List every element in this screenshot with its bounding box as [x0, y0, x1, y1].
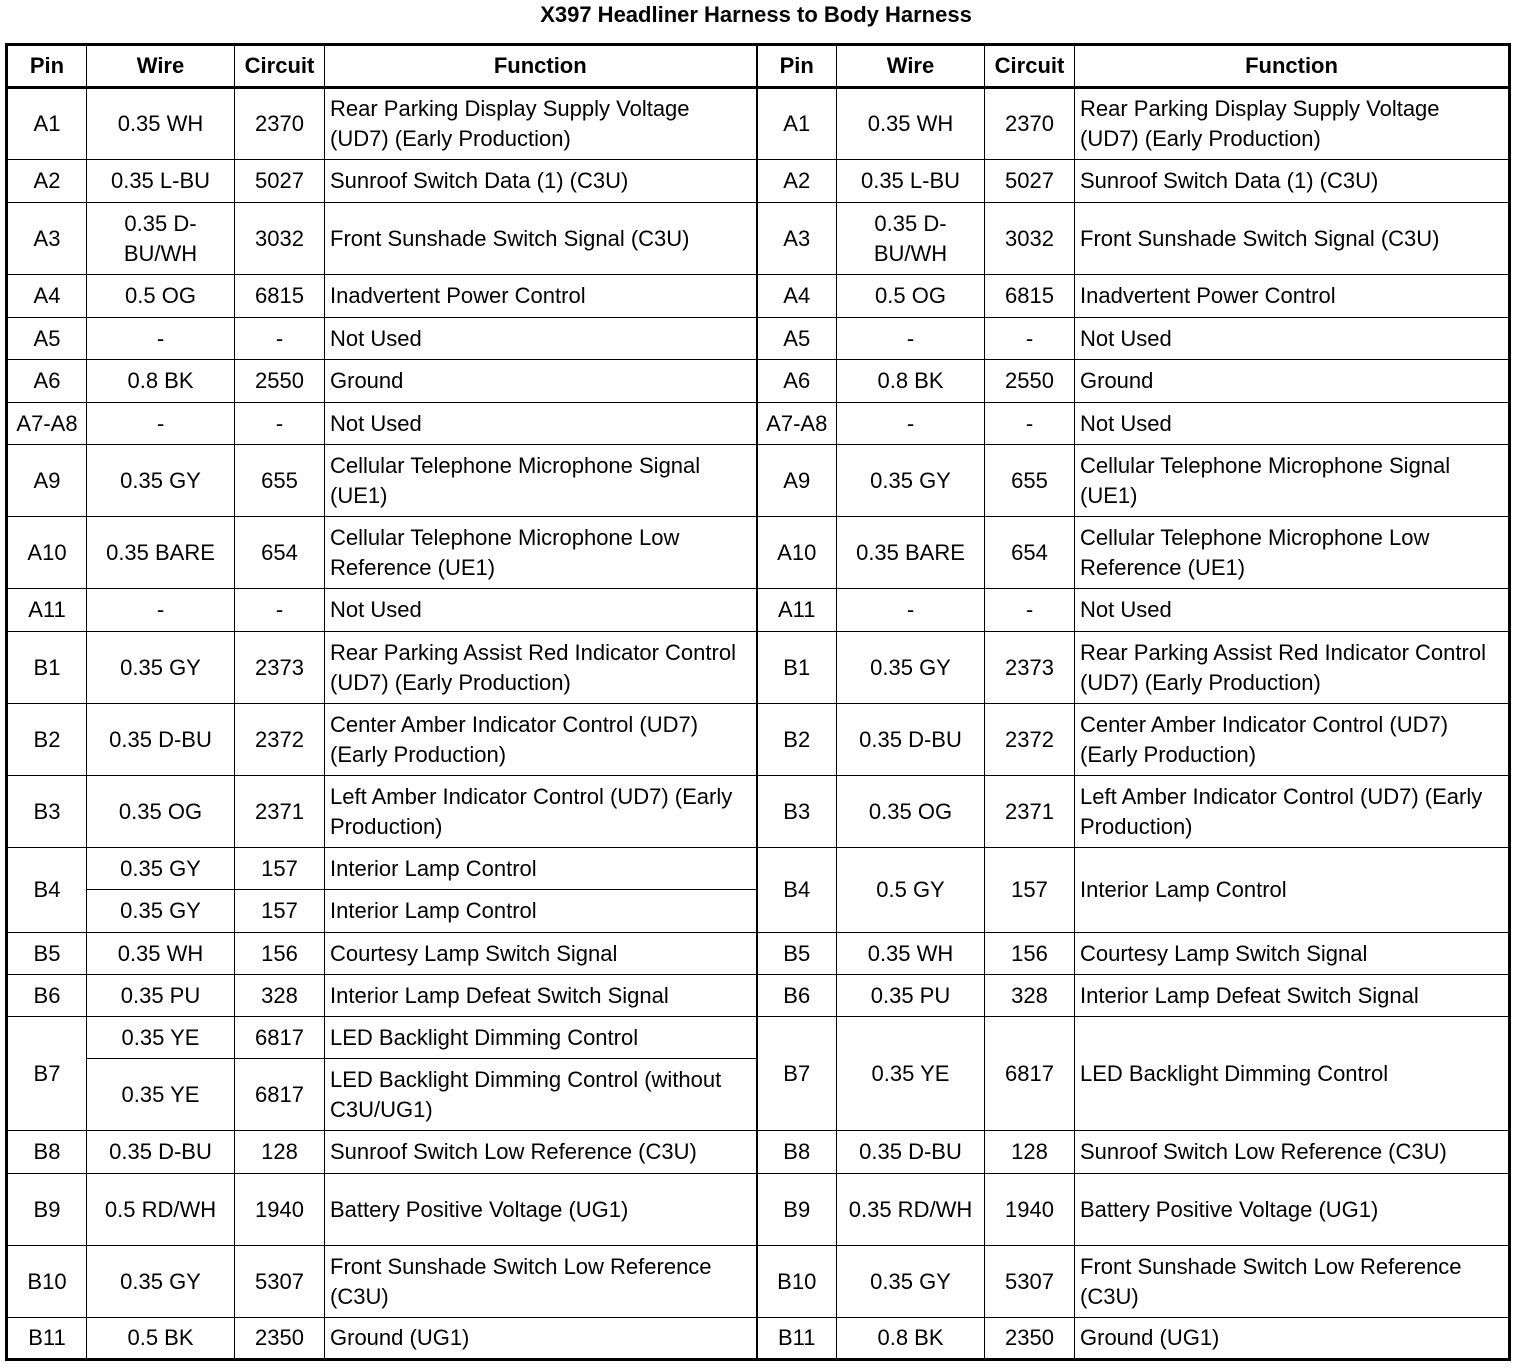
wire-cell: 0.35 GY — [87, 445, 235, 517]
table-row — [7, 160, 1510, 203]
table-title: X397 Headliner Harness to Body Harness — [540, 2, 972, 27]
header-pin: Pin — [757, 45, 837, 88]
pin-cell: B5 — [757, 933, 837, 975]
circuit-cell: 128 — [985, 1131, 1075, 1174]
pin-cell: B6 — [7, 975, 87, 1017]
circuit-cell: 328 — [235, 975, 325, 1017]
function-cell: Not Used — [325, 403, 757, 445]
pin-cell: A1 — [757, 88, 837, 160]
pin-cell: A3 — [757, 203, 837, 275]
circuit-cell: 157 — [985, 848, 1075, 933]
header-wire: Wire — [87, 45, 235, 88]
function-cell: Center Amber Indicator Control (UD7) (Early Production) — [325, 704, 757, 776]
function-cell: Left Amber Indicator Control (UD7) (Early Production) — [325, 776, 757, 848]
table-row — [7, 1131, 1510, 1174]
table-row — [7, 445, 1510, 517]
wire-cell: 0.35 D-BU/WH — [837, 203, 985, 275]
header-wire: Wire — [837, 45, 985, 88]
circuit-cell: 6815 — [235, 275, 325, 318]
function-cell: Center Amber Indicator Control (UD7) (Early Production) — [1075, 704, 1510, 776]
wire-cell: 0.35 D-BU — [87, 704, 235, 776]
circuit-cell: 5307 — [235, 1246, 325, 1318]
circuit-cell: 2371 — [235, 776, 325, 848]
function-cell: Cellular Telephone Microphone Signal (UE1) — [1075, 445, 1510, 517]
function-cell: Not Used — [325, 589, 757, 632]
function-cell: Cellular Telephone Microphone Signal (UE1) — [325, 445, 757, 517]
wire-cell: 0.35 BARE — [87, 517, 235, 589]
function-cell: Not Used — [1075, 589, 1510, 632]
function-cell: LED Backlight Dimming Control (without C3U/UG1) — [325, 1059, 757, 1131]
header-circuit: Circuit — [985, 45, 1075, 88]
table-row — [7, 1246, 1510, 1318]
pin-cell: B4 — [7, 848, 87, 933]
pin-cell: B11 — [757, 1318, 837, 1360]
pin-cell: A1 — [7, 88, 87, 160]
function-cell: Rear Parking Display Supply Voltage (UD7) (Early Production) — [325, 88, 757, 160]
pin-cell: A10 — [757, 517, 837, 589]
circuit-cell: 3032 — [985, 203, 1075, 275]
circuit-cell: 2372 — [235, 704, 325, 776]
function-cell: Interior Lamp Control — [1075, 848, 1510, 933]
wire-cell: 0.35 YE — [87, 1017, 235, 1059]
circuit-cell: - — [985, 318, 1075, 360]
pin-cell: B9 — [7, 1174, 87, 1246]
wire-cell: 0.35 OG — [837, 776, 985, 848]
function-cell: LED Backlight Dimming Control — [325, 1017, 757, 1059]
circuit-cell: 2373 — [985, 632, 1075, 704]
function-cell: Not Used — [1075, 403, 1510, 445]
wire-cell: 0.5 OG — [87, 275, 235, 318]
function-cell: Interior Lamp Control — [325, 890, 757, 933]
circuit-cell: 2550 — [985, 360, 1075, 403]
circuit-cell: 5027 — [235, 160, 325, 203]
function-cell: Courtesy Lamp Switch Signal — [1075, 933, 1510, 975]
circuit-cell: 1940 — [985, 1174, 1075, 1246]
function-cell: Cellular Telephone Microphone Low Reference (UE1) — [1075, 517, 1510, 589]
pin-cell: A5 — [757, 318, 837, 360]
circuit-cell: 2370 — [985, 88, 1075, 160]
pin-cell: B1 — [7, 632, 87, 704]
pin-cell: B8 — [7, 1131, 87, 1174]
wire-cell: 0.35 OG — [87, 776, 235, 848]
table-row — [7, 360, 1510, 403]
circuit-cell: - — [235, 403, 325, 445]
wire-cell: 0.35 L-BU — [87, 160, 235, 203]
header-function: Function — [1075, 45, 1510, 88]
circuit-cell: - — [985, 589, 1075, 632]
header-function: Function — [325, 45, 757, 88]
pin-cell: A2 — [7, 160, 87, 203]
table-row — [7, 403, 1510, 445]
function-cell: Ground (UG1) — [325, 1318, 757, 1360]
table-row — [7, 88, 1510, 160]
function-cell: Cellular Telephone Microphone Low Reference (UE1) — [325, 517, 757, 589]
function-cell: Not Used — [325, 318, 757, 360]
circuit-cell: 2371 — [985, 776, 1075, 848]
wire-cell: 0.35 PU — [837, 975, 985, 1017]
circuit-cell: 157 — [235, 848, 325, 890]
circuit-cell: 654 — [235, 517, 325, 589]
wire-cell: 0.8 BK — [837, 360, 985, 403]
pin-cell: B10 — [757, 1246, 837, 1318]
wire-cell: 0.35 GY — [837, 632, 985, 704]
table-row — [7, 933, 1510, 975]
table-row — [7, 1174, 1510, 1246]
pinout-table — [5, 43, 1511, 1361]
pin-cell: B6 — [757, 975, 837, 1017]
circuit-cell: 2370 — [235, 88, 325, 160]
wire-cell: 0.8 BK — [87, 360, 235, 403]
wire-cell: 0.8 BK — [837, 1318, 985, 1360]
table-row — [7, 848, 1510, 890]
wire-cell: 0.35 WH — [87, 88, 235, 160]
wire-cell: - — [87, 403, 235, 445]
table-row — [7, 704, 1510, 776]
table-row — [7, 203, 1510, 275]
wire-cell: 0.35 GY — [837, 445, 985, 517]
function-cell: Inadvertent Power Control — [1075, 275, 1510, 318]
pin-cell: B2 — [7, 704, 87, 776]
wire-cell: 0.35 GY — [87, 1246, 235, 1318]
circuit-cell: 3032 — [235, 203, 325, 275]
wire-cell: 0.35 D-BU — [837, 704, 985, 776]
function-cell: Courtesy Lamp Switch Signal — [325, 933, 757, 975]
circuit-cell: - — [985, 403, 1075, 445]
pin-cell: A4 — [757, 275, 837, 318]
circuit-cell: 2372 — [985, 704, 1075, 776]
pin-cell: B8 — [757, 1131, 837, 1174]
function-cell: Rear Parking Assist Red Indicator Control (UD7) (Early Production) — [1075, 632, 1510, 704]
wire-cell: 0.5 OG — [837, 275, 985, 318]
wire-cell: 0.35 BARE — [837, 517, 985, 589]
wire-cell: 0.5 BK — [87, 1318, 235, 1360]
pin-cell: A7-A8 — [7, 403, 87, 445]
pin-cell: A5 — [7, 318, 87, 360]
function-cell: Front Sunshade Switch Signal (C3U) — [1075, 203, 1510, 275]
function-cell: Left Amber Indicator Control (UD7) (Early Production) — [1075, 776, 1510, 848]
circuit-cell: 5307 — [985, 1246, 1075, 1318]
function-cell: Interior Lamp Defeat Switch Signal — [1075, 975, 1510, 1017]
circuit-cell: 6815 — [985, 275, 1075, 318]
wire-cell: 0.35 WH — [837, 933, 985, 975]
table-row — [7, 1017, 1510, 1059]
function-cell: Rear Parking Assist Red Indicator Control (UD7) (Early Production) — [325, 632, 757, 704]
pin-cell: A4 — [7, 275, 87, 318]
circuit-cell: 157 — [235, 890, 325, 933]
circuit-cell: 156 — [235, 933, 325, 975]
pin-cell: A2 — [757, 160, 837, 203]
circuit-cell: 654 — [985, 517, 1075, 589]
table-row — [7, 318, 1510, 360]
function-cell: LED Backlight Dimming Control — [1075, 1017, 1510, 1131]
wire-cell: - — [87, 589, 235, 632]
wire-cell: 0.35 GY — [87, 890, 235, 933]
pin-cell: A10 — [7, 517, 87, 589]
function-cell: Not Used — [1075, 318, 1510, 360]
wire-cell: 0.35 D-BU — [837, 1131, 985, 1174]
wire-cell: 0.5 RD/WH — [87, 1174, 235, 1246]
pin-cell: A9 — [7, 445, 87, 517]
circuit-cell: 2550 — [235, 360, 325, 403]
pin-cell: A3 — [7, 203, 87, 275]
pin-cell: A7-A8 — [757, 403, 837, 445]
header-circuit: Circuit — [235, 45, 325, 88]
function-cell: Sunroof Switch Low Reference (C3U) — [1075, 1131, 1510, 1174]
wire-cell: 0.35 L-BU — [837, 160, 985, 203]
wire-cell: - — [87, 318, 235, 360]
circuit-cell: 655 — [985, 445, 1075, 517]
pin-cell: B10 — [7, 1246, 87, 1318]
wire-cell: 0.35 D-BU — [87, 1131, 235, 1174]
function-cell: Sunroof Switch Low Reference (C3U) — [325, 1131, 757, 1174]
wire-cell: - — [837, 403, 985, 445]
function-cell: Ground (UG1) — [1075, 1318, 1510, 1360]
wire-cell: 0.35 PU — [87, 975, 235, 1017]
pin-cell: B3 — [7, 776, 87, 848]
function-cell: Rear Parking Display Supply Voltage (UD7) (Early Production) — [1075, 88, 1510, 160]
function-cell: Front Sunshade Switch Low Reference (C3U) — [325, 1246, 757, 1318]
function-cell: Battery Positive Voltage (UG1) — [1075, 1174, 1510, 1246]
circuit-cell: 1940 — [235, 1174, 325, 1246]
circuit-cell: 156 — [985, 933, 1075, 975]
wire-cell: 0.35 WH — [837, 88, 985, 160]
circuit-cell: 2373 — [235, 632, 325, 704]
pin-cell: A9 — [757, 445, 837, 517]
function-cell: Interior Lamp Defeat Switch Signal — [325, 975, 757, 1017]
pin-cell: B5 — [7, 933, 87, 975]
circuit-cell: - — [235, 589, 325, 632]
function-cell: Interior Lamp Control — [325, 848, 757, 890]
table-row — [7, 1318, 1510, 1360]
pin-cell: B3 — [757, 776, 837, 848]
pin-cell: B7 — [757, 1017, 837, 1131]
table-row — [7, 632, 1510, 704]
table-body — [7, 88, 1510, 1360]
table-row — [7, 275, 1510, 318]
pin-cell: B4 — [757, 848, 837, 933]
circuit-cell: 2350 — [985, 1318, 1075, 1360]
circuit-cell: 2350 — [235, 1318, 325, 1360]
function-cell: Ground — [1075, 360, 1510, 403]
table-row — [7, 975, 1510, 1017]
pin-cell: A6 — [757, 360, 837, 403]
circuit-cell: 6817 — [235, 1059, 325, 1131]
pin-cell: B2 — [757, 704, 837, 776]
wire-cell: 0.35 RD/WH — [837, 1174, 985, 1246]
header-row — [7, 45, 1510, 88]
table-row — [7, 517, 1510, 589]
wire-cell: 0.35 YE — [87, 1059, 235, 1131]
wire-cell: 0.5 GY — [837, 848, 985, 933]
wire-cell: 0.35 GY — [837, 1246, 985, 1318]
wire-cell: 0.35 GY — [87, 848, 235, 890]
circuit-cell: 6817 — [985, 1017, 1075, 1131]
wire-cell: - — [837, 318, 985, 360]
wire-cell: 0.35 GY — [87, 632, 235, 704]
function-cell: Inadvertent Power Control — [325, 275, 757, 318]
function-cell: Battery Positive Voltage (UG1) — [325, 1174, 757, 1246]
wire-cell: 0.35 D-BU/WH — [87, 203, 235, 275]
table-row — [7, 776, 1510, 848]
table-row — [7, 589, 1510, 632]
wire-cell: 0.35 YE — [837, 1017, 985, 1131]
circuit-cell: 128 — [235, 1131, 325, 1174]
pin-cell: B1 — [757, 632, 837, 704]
function-cell: Sunroof Switch Data (1) (C3U) — [1075, 160, 1510, 203]
circuit-cell: - — [235, 318, 325, 360]
pin-cell: B11 — [7, 1318, 87, 1360]
wire-cell: - — [837, 589, 985, 632]
circuit-cell: 328 — [985, 975, 1075, 1017]
pin-cell: A11 — [7, 589, 87, 632]
function-cell: Front Sunshade Switch Low Reference (C3U) — [1075, 1246, 1510, 1318]
pin-cell: B9 — [757, 1174, 837, 1246]
circuit-cell: 6817 — [235, 1017, 325, 1059]
circuit-cell: 655 — [235, 445, 325, 517]
function-cell: Front Sunshade Switch Signal (C3U) — [325, 203, 757, 275]
function-cell: Sunroof Switch Data (1) (C3U) — [325, 160, 757, 203]
circuit-cell: 5027 — [985, 160, 1075, 203]
pin-cell: B7 — [7, 1017, 87, 1131]
header-pin: Pin — [7, 45, 87, 88]
pin-cell: A6 — [7, 360, 87, 403]
wire-cell: 0.35 WH — [87, 933, 235, 975]
function-cell: Ground — [325, 360, 757, 403]
pin-cell: A11 — [757, 589, 837, 632]
